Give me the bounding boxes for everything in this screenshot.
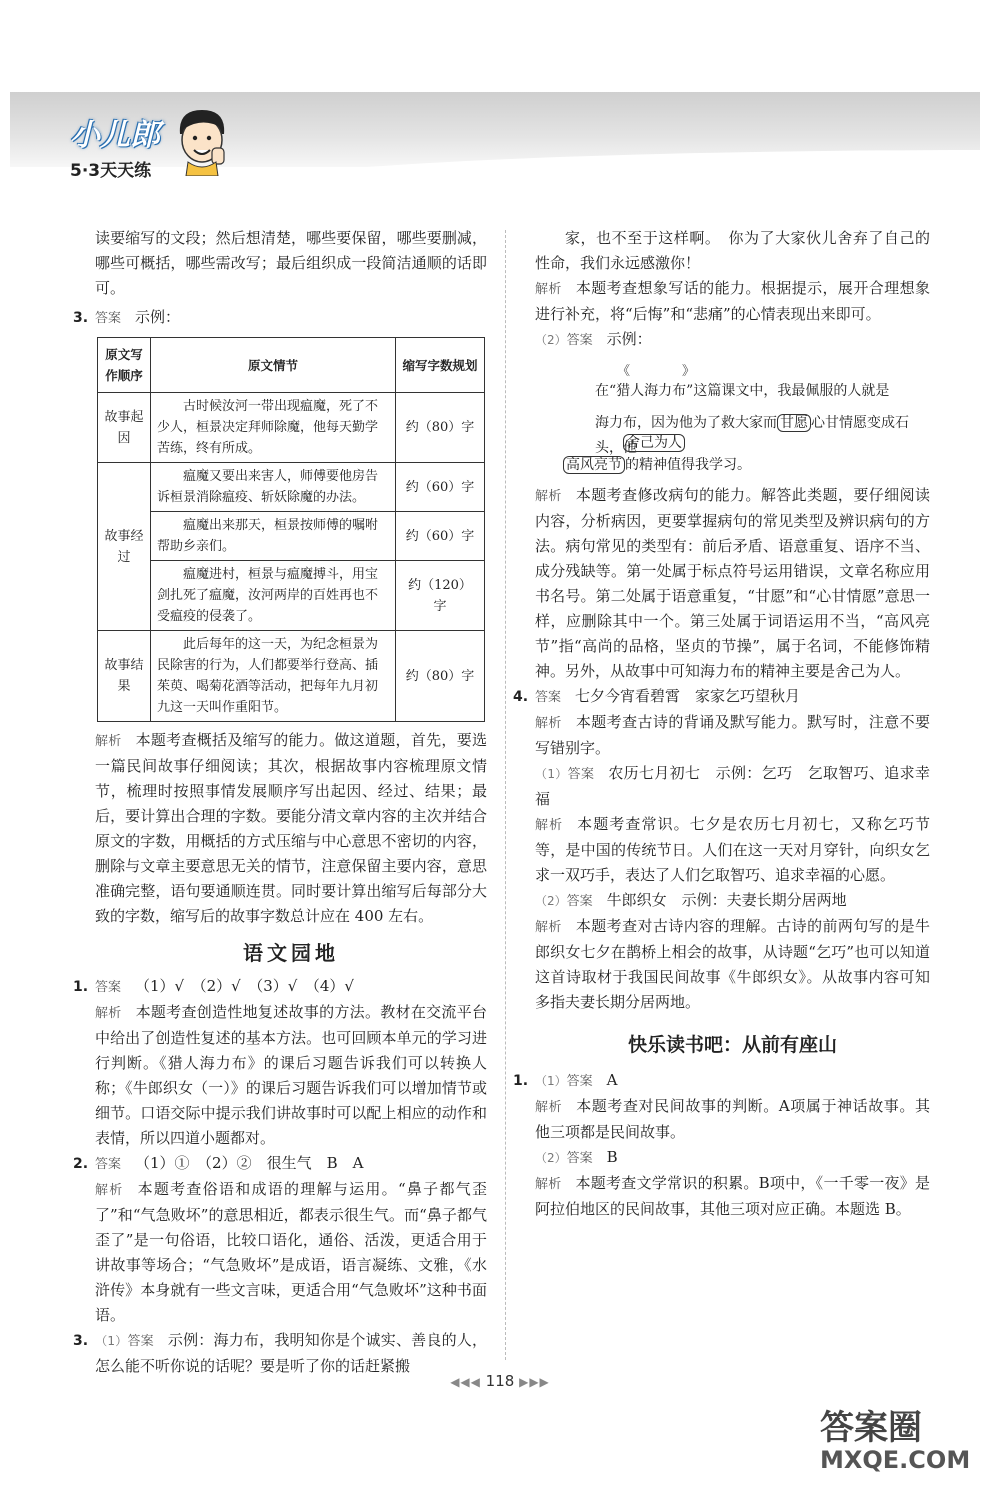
answer-tag: 答案 xyxy=(566,894,593,909)
example-line-1: 在“猎人海力布”这篇课文中，我最佩服的人就是 xyxy=(595,383,890,399)
answer-tag: 答案 xyxy=(566,1151,593,1166)
g1-answer-line: 1. 答案 （1）√ （2）√ （3）√ （4）√ xyxy=(95,974,487,1000)
sub-number: （2） xyxy=(535,894,567,908)
table-cell-count: 约（60）字 xyxy=(396,463,485,512)
table-cell-count: 约（80）字 xyxy=(396,393,485,463)
table-cell-plot: 瘟魔出来那天，桓景按师傅的嘱咐帮助乡亲们。 xyxy=(151,512,396,561)
table-cell-order: 故事经过 xyxy=(98,463,151,631)
sub-number: （1） xyxy=(535,1074,567,1088)
analysis-tag: 解析 xyxy=(95,734,122,749)
table-row xyxy=(98,631,485,722)
table-cell-order: 故事结果 xyxy=(98,631,151,722)
g1-analysis: 解析 本题考查创造性地复述故事的方法。教材在交流平台中给出了创造性复述的基本方法。也可回顾本单元的学习进行判断。《猎人海力布》的课后习题告诉我们可以转换人称；《牛郎织女（一）》的课后习题告诉我们可以增加情节或细节。口语交际中提示我们讲故事时可以配上相应的动作和表情，所以四道小题都对。 xyxy=(95,1003,487,1147)
table-row xyxy=(98,512,485,561)
story-table xyxy=(97,337,485,722)
table-row xyxy=(98,393,485,463)
q4-number: 4. xyxy=(513,689,529,705)
table-cell-count: 约（60）字 xyxy=(396,512,485,561)
table-header: 原文写作顺序 xyxy=(98,338,151,393)
table-header: 缩写字数规划 xyxy=(396,338,485,393)
answer-tag: 答案 xyxy=(95,980,122,995)
g1-number: 1. xyxy=(73,979,89,995)
q3-answer-line xyxy=(73,305,487,331)
table-cell-order: 故事起因 xyxy=(98,393,151,463)
q4-2-answer-line: （2）答案 牛郎织女 示例：夫妻长期分居两地 xyxy=(535,891,847,909)
table-cell-count: 约（80）字 xyxy=(396,631,485,722)
q3-number: 3. xyxy=(73,310,89,326)
table-cell-plot: 此后每年的这一天，为纪念桓景为民除害的行为，人们都要举行登高、插茱萸、喝菊花酒等活动，把每年九月初九这一天叫作重阳节。 xyxy=(151,631,396,722)
table-row xyxy=(98,561,485,631)
section-title-yuwen: 语文园地 xyxy=(243,941,339,965)
a2-analysis: 解析 本题考查修改病句的能力。解答此类题，要仔细阅读内容，分析病因，更要掌握病句的常见类型及辨识病句的方法。病句常见的类型有：前后矛盾、语意重复、语序不当、成分残缺等。第一处属于标点符号运用错误，文章名称应用书名号。第二处属于语意重复，“甘愿”和“心甘情愿”意思一样，应删除其中一个。第三处属于词语运用不当，“高风亮节”指“高尚的品格，坚贞的节操”，属于名词，不能修饰精神。另外，从故事中可知海力布的精神主要是舍己为人。 xyxy=(535,486,930,680)
right-arrows-icon: ▶▶▶ xyxy=(519,1375,550,1389)
watermark-logo: 答案圈 xyxy=(820,1408,922,1448)
r2-analysis: 解析 本题考查文学常识的积累。B项中，《一千零一夜》是阿拉伯地区的民间故事，其他三项对应正确。本题选 B。 xyxy=(535,1174,930,1218)
q4-1-analysis: 解析 本题考查常识。七夕是农历七月初七，又称乞巧节等，是中国的传统节日。人们在这一天对月穿针，向织女乞求一双巧手，表达了人们乞取智巧、追求幸福的心愿。 xyxy=(535,815,930,884)
g2-answer-line: 2. 答案 （1）① （2）② 很生气 B A xyxy=(95,1151,487,1177)
q4-answer-line: 4. 答案 七夕今宵看碧霄 家家乞巧望秋月 xyxy=(535,684,930,710)
r2-answer-line: （2）答案 B xyxy=(535,1148,618,1166)
analysis-tag: 解析 xyxy=(535,920,562,935)
correction-mark-brackets: 《 》 xyxy=(617,364,696,379)
analysis-tag: 解析 xyxy=(95,1006,122,1021)
sub-number: （2） xyxy=(535,333,567,347)
table-header-row xyxy=(98,338,485,393)
continued-text: 家，也不至于这样啊。 你为了大家伙儿舍弃了自己的性命，我们永远感激你！ xyxy=(535,229,930,272)
section-title-reading: 快乐读书吧：从前有座山 xyxy=(627,1034,837,1056)
table-row xyxy=(98,463,485,512)
left-arrows-icon: ◀◀◀ xyxy=(450,1375,481,1389)
table-cell-count: 约（120）字 xyxy=(396,561,485,631)
r1-analysis: 解析 本题考查对民间故事的判断。A项属于神话故事。其他三项都是民间故事。 xyxy=(535,1097,930,1141)
answer-tag: 答案 xyxy=(535,690,562,705)
page-footer xyxy=(420,1372,580,1390)
g2-number: 2. xyxy=(73,1156,89,1172)
column-divider xyxy=(505,230,506,1360)
analysis-tag: 解析 xyxy=(535,282,562,297)
corrected-sentence-example xyxy=(535,359,930,479)
analysis-tag: 解析 xyxy=(535,818,564,833)
g2-analysis: 解析 本题考查俗语和成语的理解与运用。“鼻子都气歪了”和“气急败坏”的意思相近，都表示很生气。而“鼻子都气歪了”是一句俗语，比较口语化，通俗、活泼，更适合用于讲故事等场合；“气急败坏”是成语，语言凝练、文雅，《水浒传》本身就有一些文言味，更适合用“气急败坏”这种书面语。 xyxy=(95,1180,487,1324)
s2-answer-line: （2）答案 示例： xyxy=(535,330,652,348)
q3-answer: 示例： xyxy=(135,308,181,326)
answer-tag: 答案 xyxy=(567,767,595,782)
table-cell-plot: 瘟魔又要出来害人，师傅要他房告诉桓景消除瘟疫、斩妖除魔的办法。 xyxy=(151,463,396,512)
insertion-mark: 舍己为人 xyxy=(623,431,685,456)
q4-analysis: 解析 本题考查古诗的背诵及默写能力。默写时，注意不要写错别字。 xyxy=(535,713,930,757)
table-cell-plot: 瘟魔进村，桓景与瘟魔搏斗，用宝剑扎死了瘟魔，汝河两岸的百姓再也不受瘟疫的侵袭了。 xyxy=(151,561,396,631)
brand-subtitle: 5·3天天练 xyxy=(70,161,152,181)
sub-number: （1） xyxy=(95,1334,128,1348)
g3-answer-line: 3. （1）答案 示例：海力布，我明知你是个诚实、善良的人，怎么能不听你说的话呢？要是听了你的话赶紧搬 xyxy=(73,1331,487,1375)
right-column xyxy=(513,226,930,1222)
analysis-tag: 解析 xyxy=(535,1177,562,1192)
sub-number: （2） xyxy=(535,1151,567,1165)
example-line-3: 高风亮节 的精神值得我学习。 xyxy=(563,453,751,478)
mascot-boy-icon xyxy=(172,106,232,180)
analysis-tag: 解析 xyxy=(535,716,562,731)
analysis-tag: 解析 xyxy=(95,1183,124,1198)
left-column xyxy=(73,226,487,1379)
brand-logo xyxy=(70,110,160,181)
page-number: 118 xyxy=(485,1372,515,1390)
q4-1-answer-line: （1）答案 农历七月初七 示例：乞巧 乞取智巧、追求幸福 xyxy=(535,764,930,808)
watermark-url: MXQE.COM xyxy=(820,1446,971,1474)
answer-tag: 答案 xyxy=(127,1334,154,1349)
a1-analysis: 解析 本题考查想象写话的能力。根据提示，展开合理想象进行补充，将“后悔”和“悲痛”的心情表现出来即可。 xyxy=(535,279,930,323)
intro-text: 读要缩写的文段；然后想清楚，哪些要保留，哪些要删减，哪些可概括，哪些需改写；最后组织成一段简洁通顺的话即可。 xyxy=(95,229,487,297)
deletion-box: 甘愿 xyxy=(777,414,811,432)
sub-number: （1） xyxy=(535,767,568,781)
answer-tag: 答案 xyxy=(95,1157,122,1172)
answer-tag: 答案 xyxy=(566,333,593,348)
answer-tag: 答案 xyxy=(95,311,122,326)
answer-tag: 答案 xyxy=(566,1074,593,1089)
example-line-2: 海力布，因为他为了救大家而 甘愿 心甘情愿变成石头，他 xyxy=(595,415,909,456)
q4-2-analysis: 解析 本题考查对古诗内容的理解。古诗的前两句写的是牛郎织女七夕在鹊桥上相会的故事，从诗题“乞巧”也可以知道这首诗取材于我国民间故事《牛郎织女》。从故事内容可知多指夫妻长期分居两地。 xyxy=(535,917,930,1011)
analysis-tag: 解析 xyxy=(535,1100,563,1115)
table-header: 原文情节 xyxy=(151,338,396,393)
strike-box: 高风亮节 xyxy=(563,456,625,474)
g3-number: 3. xyxy=(73,1333,89,1349)
q3-analysis: 解析 本题考查概括及缩写的能力。做这道题，首先，要选一篇民间故事仔细阅读；其次，根据故事内容梳理原文情节，梳理时按照事情发展顺序写出起因、经过、结果；最后，要计算出合理的字数。要能分清文章内容的主次并结合原文的字数，用概括的方式压缩与中心意思不密切的内容，删除与文章主要意思无关的情节，注意保留主要内容，意思准确完整，语句要通顺连贯。同时要计算出缩写后每部分大致的字数，缩写后的故事字数总计应在 400 左右。 xyxy=(95,731,487,925)
brand-title: 小儿郎 xyxy=(70,118,160,153)
table-cell-plot: 古时候汝河一带出现瘟魔，死了不少人，桓景决定拜师除魔，他每天勤学苦练，终有所成。 xyxy=(151,393,396,463)
r1-number: 1. xyxy=(513,1073,529,1089)
analysis-tag: 解析 xyxy=(535,489,562,504)
r1-answer-line: 1. （1）答案 A xyxy=(535,1068,930,1094)
